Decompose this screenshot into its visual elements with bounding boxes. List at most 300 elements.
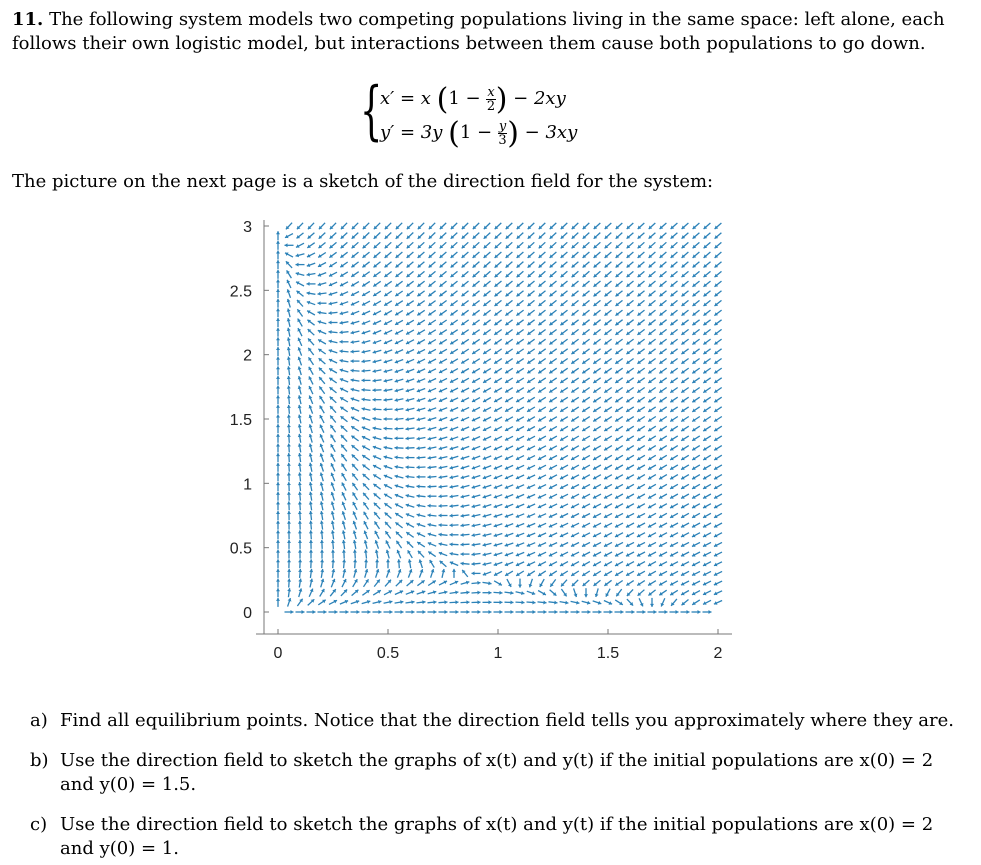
field-arrow — [329, 252, 336, 257]
field-arrow — [362, 321, 370, 325]
field-arrow — [638, 590, 645, 596]
field-arrow — [276, 511, 280, 520]
field-arrow — [330, 397, 337, 403]
field-arrow — [604, 436, 612, 441]
field-arrow — [309, 589, 313, 597]
field-arrow — [505, 571, 513, 576]
field-arrow — [329, 340, 338, 344]
field-arrow — [364, 521, 369, 529]
field-arrow — [309, 511, 313, 520]
field-arrow — [276, 299, 280, 308]
field-arrow — [307, 282, 316, 286]
field-arrow — [397, 559, 401, 568]
field-arrow — [288, 598, 292, 607]
field-arrow — [605, 233, 612, 239]
field-arrow — [309, 530, 313, 539]
field-arrow — [638, 262, 645, 268]
field-arrow — [637, 397, 644, 402]
field-arrow — [287, 289, 291, 298]
field-arrow — [384, 590, 392, 595]
field-arrow — [494, 407, 502, 412]
field-arrow — [659, 446, 667, 451]
field-arrow — [670, 571, 678, 576]
y-tick-label: 3 — [243, 219, 252, 236]
field-arrow — [429, 242, 436, 248]
field-arrow — [362, 610, 371, 614]
field-arrow — [571, 417, 579, 422]
field-arrow — [638, 281, 645, 287]
field-arrow — [649, 223, 656, 229]
field-arrow — [703, 610, 712, 614]
field-arrow — [342, 559, 346, 568]
field-arrow — [506, 271, 513, 277]
field-arrow — [549, 320, 556, 325]
field-arrow — [648, 426, 656, 431]
field-arrow — [516, 436, 524, 441]
field-arrow — [715, 271, 722, 277]
field-arrow — [659, 552, 667, 557]
field-arrow — [615, 320, 622, 326]
field-arrow — [670, 523, 678, 528]
field-arrow — [538, 436, 546, 441]
field-arrow — [450, 610, 459, 614]
field-arrow — [682, 242, 689, 248]
field-arrow — [461, 495, 470, 499]
field-arrow — [516, 417, 524, 422]
field-arrow — [384, 446, 393, 450]
field-arrow — [637, 504, 645, 509]
field-arrow — [505, 562, 513, 566]
field-arrow — [287, 280, 291, 288]
field-arrow — [560, 426, 568, 431]
field-arrow — [483, 533, 492, 537]
field-arrow — [703, 407, 710, 412]
field-arrow — [287, 386, 291, 395]
field-arrow — [692, 600, 700, 605]
field-arrow — [549, 504, 557, 508]
field-arrow — [670, 542, 678, 547]
field-arrow — [473, 223, 479, 229]
field-arrow — [276, 424, 280, 433]
field-arrow — [352, 590, 359, 596]
field-arrow — [320, 434, 324, 442]
field-arrow — [287, 405, 291, 414]
field-arrow — [571, 329, 578, 335]
field-arrow — [461, 320, 468, 325]
field-arrow — [648, 339, 655, 344]
field-arrow — [417, 369, 425, 373]
field-arrow — [484, 233, 491, 239]
field-arrow — [626, 378, 633, 383]
field-arrow — [363, 483, 369, 490]
field-arrow — [538, 456, 546, 461]
field-arrow — [659, 349, 666, 354]
field-arrow — [538, 407, 546, 412]
field-arrow — [362, 436, 370, 440]
field-arrow — [583, 580, 590, 586]
field-arrow — [516, 407, 524, 412]
field-arrow — [571, 523, 579, 527]
field-arrow — [604, 571, 612, 576]
field-arrow — [692, 552, 700, 557]
field-arrow — [429, 252, 436, 258]
field-arrow — [714, 504, 722, 509]
field-arrow — [340, 262, 347, 267]
field-arrow — [462, 242, 469, 248]
field-arrow — [626, 533, 634, 538]
field-arrow — [408, 569, 412, 577]
field-arrow — [308, 338, 314, 345]
field-arrow — [461, 301, 468, 306]
field-arrow — [329, 282, 337, 286]
field-arrow — [659, 359, 666, 364]
field-arrow — [494, 310, 501, 316]
field-arrow — [287, 550, 291, 559]
field-arrow — [505, 533, 514, 537]
field-arrow — [494, 349, 501, 354]
field-arrow — [384, 398, 393, 402]
field-arrow — [703, 455, 711, 460]
field-arrow — [538, 359, 545, 364]
field-arrow — [516, 591, 525, 595]
field-arrow — [384, 369, 393, 373]
field-arrow — [703, 436, 711, 441]
field-arrow — [439, 475, 448, 479]
field-arrow — [406, 504, 415, 508]
field-arrow — [670, 359, 677, 364]
field-arrow — [692, 407, 699, 412]
field-arrow — [594, 291, 601, 297]
field-arrow — [516, 339, 523, 344]
field-arrow — [527, 397, 535, 402]
field-arrow — [395, 513, 403, 518]
field-arrow — [320, 482, 324, 491]
field-arrow — [593, 368, 600, 373]
eq2-rest: − 3xy — [524, 122, 578, 143]
field-arrow — [431, 569, 435, 578]
field-arrow — [428, 552, 435, 557]
field-arrow — [692, 455, 700, 460]
field-arrow — [615, 494, 623, 499]
field-arrow — [637, 329, 644, 335]
field-arrow — [309, 501, 313, 510]
field-arrow — [659, 388, 666, 393]
field-arrow — [626, 329, 633, 335]
field-arrow — [670, 610, 679, 614]
field-arrow — [362, 590, 369, 595]
field-arrow — [528, 252, 535, 258]
field-arrow — [483, 456, 491, 460]
field-arrow — [384, 281, 391, 286]
field-arrow — [561, 291, 568, 297]
field-arrow — [484, 262, 491, 268]
field-arrow — [287, 328, 291, 337]
x-tick-label: 0.5 — [376, 645, 400, 662]
field-arrow — [648, 417, 656, 422]
field-arrow — [505, 339, 512, 344]
field-arrow — [714, 523, 722, 528]
field-arrow — [354, 569, 358, 578]
field-arrow — [429, 281, 436, 287]
field-arrow — [549, 368, 556, 373]
field-arrow — [506, 281, 513, 287]
field-arrow — [516, 514, 524, 518]
field-arrow — [439, 330, 447, 335]
field-arrow — [395, 417, 404, 421]
field-arrow — [648, 581, 656, 586]
field-arrow — [638, 291, 645, 297]
field-arrow — [439, 310, 446, 315]
field-arrow — [276, 386, 280, 395]
field-arrow — [714, 320, 721, 325]
field-arrow — [560, 562, 568, 567]
field-arrow — [298, 405, 302, 414]
field-arrow — [571, 339, 578, 344]
field-arrow — [309, 386, 313, 394]
field-arrow — [527, 310, 534, 316]
field-arrow — [287, 270, 292, 278]
field-arrow — [362, 272, 369, 277]
field-arrow — [385, 513, 392, 519]
field-arrow — [375, 521, 380, 529]
field-arrow — [318, 349, 325, 354]
field-arrow — [353, 550, 357, 559]
field-arrow — [461, 562, 470, 566]
field-arrow — [550, 262, 557, 268]
field-arrow — [539, 252, 546, 258]
field-arrow — [560, 601, 569, 605]
field-arrow — [298, 511, 302, 520]
field-arrow — [495, 233, 502, 239]
field-arrow — [298, 415, 302, 424]
field-arrow — [505, 417, 513, 422]
field-arrow — [538, 330, 545, 335]
field-arrow — [704, 291, 711, 297]
field-arrow — [615, 436, 623, 441]
field-arrow — [373, 417, 382, 421]
field-arrow — [550, 281, 557, 287]
field-arrow — [648, 320, 655, 326]
field-arrow — [373, 474, 381, 479]
field-arrow — [373, 610, 382, 614]
field-arrow — [276, 231, 280, 240]
field-arrow — [703, 581, 711, 585]
field-arrow — [494, 359, 502, 364]
field-arrow — [505, 524, 513, 528]
field-arrow — [582, 388, 589, 393]
field-arrow — [298, 463, 302, 472]
field-arrow — [704, 242, 711, 248]
field-arrow — [276, 540, 280, 549]
field-arrow — [560, 388, 568, 393]
field-arrow — [407, 233, 414, 239]
field-arrow — [287, 559, 291, 568]
field-arrow — [418, 271, 425, 277]
field-arrow — [692, 368, 699, 373]
field-arrow — [483, 553, 492, 557]
field-arrow — [538, 446, 546, 451]
field-arrow — [309, 415, 313, 424]
question-c-text: Use the direction field to sketch the graphs of x(t) and y(t) if the initial populations are x(0) = 2 and y(0) = 1. — [60, 814, 934, 859]
field-arrow — [386, 550, 390, 559]
field-arrow — [561, 252, 568, 258]
field-arrow — [527, 485, 535, 489]
field-arrow — [351, 340, 360, 344]
field-arrow — [385, 531, 390, 538]
field-arrow — [538, 339, 545, 344]
field-arrow — [703, 359, 710, 364]
eq2-lhs: y′ = 3y — [380, 122, 443, 143]
field-arrow — [517, 291, 524, 297]
field-arrow — [527, 514, 535, 518]
system-brace: { — [360, 74, 383, 148]
field-arrow — [560, 514, 568, 519]
field-arrow — [660, 300, 667, 306]
field-arrow — [659, 417, 667, 422]
field-arrow — [472, 581, 481, 585]
field-arrow — [340, 311, 349, 315]
field-arrow — [594, 310, 601, 316]
field-arrow — [604, 562, 612, 567]
field-arrow — [681, 417, 689, 422]
field-arrow — [276, 289, 280, 298]
field-arrow — [340, 302, 348, 306]
field-arrow — [417, 446, 426, 450]
field-arrow — [626, 513, 634, 518]
field-arrow — [461, 591, 470, 595]
field-arrow — [285, 243, 294, 247]
field-arrow — [331, 502, 335, 511]
field-arrow — [627, 271, 634, 277]
field-arrow — [505, 591, 514, 595]
field-arrow — [298, 472, 302, 481]
field-arrow — [516, 494, 524, 498]
field-arrow — [561, 300, 568, 306]
field-arrow — [298, 579, 302, 588]
field-arrow — [615, 533, 623, 538]
field-arrow — [638, 300, 645, 306]
field-arrow — [494, 466, 502, 470]
field-arrow — [528, 223, 535, 229]
direction-field-plot — [210, 210, 740, 670]
field-arrow — [682, 233, 689, 239]
field-arrow — [319, 386, 324, 393]
field-arrow — [319, 233, 326, 239]
field-arrow — [418, 551, 424, 558]
field-arrow — [297, 309, 302, 316]
field-arrow — [407, 262, 414, 268]
field-arrow — [571, 349, 578, 354]
field-arrow — [396, 223, 402, 229]
field-arrow — [616, 262, 623, 268]
field-arrow — [406, 408, 415, 412]
field-arrow — [516, 533, 524, 537]
field-arrow — [351, 272, 358, 277]
field-arrow — [527, 446, 535, 451]
field-arrow — [506, 300, 513, 306]
field-arrow — [604, 407, 612, 412]
field-arrow — [373, 600, 382, 604]
field-arrow — [648, 494, 656, 499]
field-arrow — [287, 395, 291, 404]
field-arrow — [594, 580, 601, 586]
field-arrow — [593, 320, 600, 326]
field-arrow — [714, 552, 722, 557]
field-arrow — [693, 281, 700, 287]
field-arrow — [276, 260, 280, 269]
field-arrow — [527, 465, 535, 469]
field-arrow — [472, 504, 481, 508]
field-arrow — [582, 397, 590, 402]
field-arrow — [276, 318, 280, 327]
field-arrow — [483, 378, 491, 383]
field-arrow — [505, 359, 512, 364]
field-arrow — [462, 570, 468, 577]
field-arrow — [528, 262, 535, 268]
field-arrow — [659, 571, 667, 576]
field-arrow — [406, 340, 414, 345]
field-arrow — [681, 494, 689, 499]
field-arrow — [538, 417, 546, 422]
field-arrow — [309, 396, 313, 404]
y-tick-label: 0.5 — [229, 540, 252, 558]
field-arrow — [615, 397, 622, 402]
field-arrow — [473, 281, 480, 287]
field-arrow — [539, 262, 546, 268]
field-arrow — [298, 347, 302, 355]
field-arrow — [340, 388, 348, 392]
field-arrow — [352, 242, 359, 248]
field-arrow — [714, 465, 722, 470]
field-arrow — [560, 533, 568, 537]
field-arrow — [417, 330, 425, 335]
field-arrow — [417, 465, 426, 469]
field-arrow — [318, 263, 326, 268]
field-arrow — [516, 368, 524, 373]
field-arrow — [549, 485, 557, 490]
field-arrow — [604, 455, 612, 460]
field-arrow — [604, 446, 612, 451]
field-arrow — [373, 330, 381, 334]
field-arrow — [353, 579, 358, 587]
field-arrow — [670, 339, 677, 344]
field-arrow — [550, 271, 557, 277]
field-arrow — [395, 350, 403, 354]
field-arrow — [627, 262, 634, 268]
field-arrow — [384, 350, 392, 354]
field-arrow — [287, 463, 291, 472]
field-arrow — [320, 463, 324, 472]
field-arrow — [461, 543, 470, 547]
field-arrow — [582, 542, 590, 547]
field-arrow — [395, 475, 404, 479]
field-arrow — [417, 532, 425, 536]
field-arrow — [341, 445, 347, 452]
field-arrow — [561, 589, 566, 596]
field-arrow — [604, 523, 612, 528]
field-arrow — [692, 475, 700, 480]
field-arrow — [428, 456, 437, 460]
field-arrow — [528, 300, 535, 306]
field-arrow — [681, 368, 688, 373]
field-arrow — [681, 562, 689, 567]
field-arrow — [616, 300, 623, 306]
field-arrow — [298, 357, 302, 366]
field-arrow — [318, 273, 326, 277]
field-arrow — [516, 600, 525, 604]
field-arrow — [353, 492, 358, 500]
field-arrow — [593, 407, 601, 412]
